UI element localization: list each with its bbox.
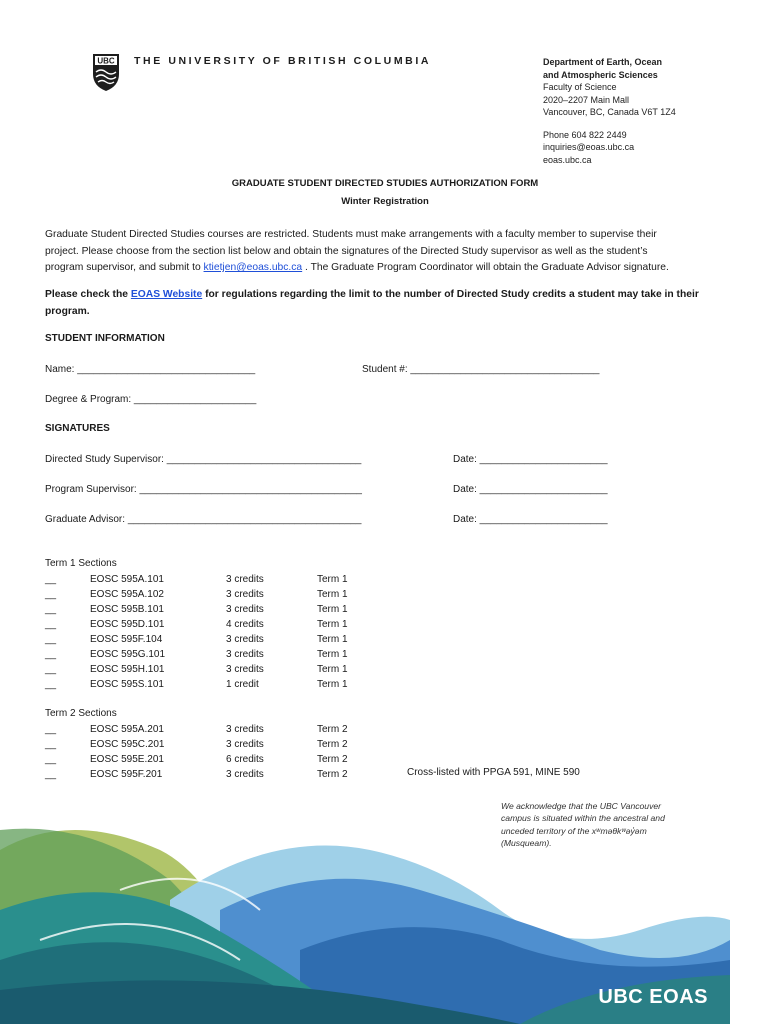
section-checkbox[interactable]: __ — [45, 754, 57, 765]
section-row[interactable] — [45, 722, 445, 737]
course-credits: 1 credit — [226, 679, 259, 690]
course-credits: 3 credits — [226, 739, 264, 750]
degree-program-field[interactable]: Degree & Program: ______________________ — [45, 394, 257, 405]
term1-section-list — [45, 572, 445, 697]
course-term: Term 1 — [317, 619, 348, 630]
course-credits: 3 credits — [226, 769, 264, 780]
section-checkbox[interactable]: __ — [45, 769, 57, 780]
faculty: Faculty of Science — [543, 82, 617, 92]
directed-study-supervisor-date[interactable]: Date: _______________________ — [453, 454, 608, 465]
course-code: EOSC 595C.201 — [90, 739, 165, 750]
dept-website[interactable]: eoas.ubc.ca — [543, 154, 592, 165]
section-checkbox[interactable]: __ — [45, 619, 57, 630]
section-row[interactable] — [45, 632, 445, 647]
course-credits: 3 credits — [226, 724, 264, 735]
program-supervisor-date[interactable]: Date: _______________________ — [453, 484, 608, 495]
section-row[interactable] — [45, 647, 445, 662]
course-term: Term 1 — [317, 679, 348, 690]
address1: 2020–2207 Main Mall — [543, 94, 630, 105]
ubc-crest-logo — [91, 52, 121, 92]
ack-line3: unceded territory of the xʷməθkʷəy̓əm — [501, 825, 647, 836]
crosslist-note: Cross-listed with PPGA 591, MINE 590 — [407, 767, 580, 778]
course-code: EOSC 595A.102 — [90, 589, 164, 600]
course-term: Term 2 — [317, 739, 348, 750]
section-row[interactable] — [45, 602, 445, 617]
section-row[interactable] — [45, 752, 445, 767]
graduate-advisor-date[interactable]: Date: _______________________ — [453, 514, 608, 525]
intro-line2: project. Please choose from the section list below and obtain the signatures of the Directed Study supervisor as well as the student’s — [45, 245, 648, 257]
section-row[interactable] — [45, 767, 445, 782]
course-code: EOSC 595F.104 — [90, 634, 163, 645]
course-credits: 6 credits — [226, 754, 264, 765]
section-row[interactable] — [45, 662, 445, 677]
term2-heading: Term 2 Sections — [45, 708, 117, 719]
submit-email-link[interactable]: ktietjen@eoas.ubc.ca — [203, 262, 303, 273]
course-term: Term 1 — [317, 604, 348, 615]
course-code: EOSC 595B.101 — [90, 604, 164, 615]
signatures-heading: SIGNATURES — [45, 423, 110, 434]
section-row[interactable] — [45, 677, 445, 692]
form-title: GRADUATE STUDENT DIRECTED STUDIES AUTHORIZATION FORM — [231, 178, 539, 189]
note-text-b: for regulations regarding the limit to the number of Directed Study credits a student may take in their — [205, 289, 699, 300]
section-row[interactable] — [45, 737, 445, 752]
dept-line2: and Atmospheric Sciences — [543, 69, 658, 80]
intro-line3-text: program supervisor, and submit to — [45, 262, 201, 273]
name-field[interactable]: Name: ________________________________ — [45, 364, 256, 375]
course-credits: 3 credits — [226, 589, 264, 600]
section-row[interactable] — [45, 587, 445, 602]
intro-line3-tail: . The Graduate Program Coordinator will obtain the Graduate Advisor signature. — [305, 262, 669, 273]
address2: Vancouver, BC, Canada V6T 1Z4 — [543, 107, 676, 117]
section-checkbox[interactable]: __ — [45, 664, 57, 675]
course-term: Term 1 — [317, 589, 348, 600]
ubc-eoas-brand: UBC EOAS — [598, 986, 708, 1008]
phone: Phone 604 822 2449 — [543, 129, 627, 140]
form-subtitle: Winter Registration — [341, 196, 429, 207]
course-credits: 3 credits — [226, 634, 264, 645]
course-term: Term 1 — [317, 649, 348, 660]
intro-line3 — [45, 260, 725, 277]
dept-line1: Department of Earth, Ocean — [543, 57, 663, 67]
graduate-advisor-signature[interactable]: Graduate Advisor: __________________________________________ — [45, 514, 362, 525]
section-checkbox[interactable]: __ — [45, 634, 57, 645]
course-term: Term 1 — [317, 574, 348, 585]
course-code: EOSC 595F.201 — [90, 769, 163, 780]
section-checkbox[interactable]: __ — [45, 604, 57, 615]
department-address-block — [543, 56, 676, 166]
note-text-c: program. — [45, 305, 90, 317]
course-term: Term 1 — [317, 664, 348, 675]
ack-line2: campus is situated within the ancestral and — [501, 813, 665, 824]
course-code: EOSC 595A.101 — [90, 574, 164, 585]
section-checkbox[interactable]: __ — [45, 589, 57, 600]
section-row[interactable] — [45, 572, 445, 587]
term2-section-list — [45, 722, 445, 784]
student-number-field[interactable]: Student #: __________________________________ — [362, 364, 600, 375]
course-code: EOSC 595D.101 — [90, 619, 165, 630]
course-code: EOSC 595S.101 — [90, 679, 164, 690]
student-info-heading: STUDENT INFORMATION — [45, 333, 165, 344]
course-credits: 3 credits — [226, 604, 264, 615]
course-credits: 4 credits — [226, 619, 264, 630]
ack-line1: We acknowledge that the UBC Vancouver — [501, 801, 662, 811]
section-checkbox[interactable]: __ — [45, 574, 57, 585]
intro-paragraph — [45, 227, 725, 277]
course-credits: 3 credits — [226, 574, 264, 585]
ack-line4: (Musqueam). — [501, 838, 552, 849]
course-term: Term 1 — [317, 634, 348, 645]
note-text-a: Please check the — [45, 289, 128, 300]
course-code: EOSC 595E.201 — [90, 754, 164, 765]
term1-heading: Term 1 Sections — [45, 558, 117, 569]
regulations-note — [45, 287, 725, 320]
intro-line1: Graduate Student Directed Studies courses are restricted. Students must make arrangements with a faculty member to supervise their — [45, 229, 657, 240]
course-term: Term 2 — [317, 724, 348, 735]
course-code: EOSC 595G.101 — [90, 649, 166, 660]
land-acknowledgement — [501, 800, 665, 850]
course-term: Term 2 — [317, 769, 348, 780]
program-supervisor-signature[interactable]: Program Supervisor: ________________________________________ — [45, 484, 362, 495]
course-term: Term 2 — [317, 754, 348, 765]
section-checkbox[interactable]: __ — [45, 649, 57, 660]
course-credits: 3 credits — [226, 649, 264, 660]
eoas-website-link[interactable]: EOAS Website — [130, 289, 203, 300]
logo-text: UBC — [97, 56, 115, 66]
directed-study-supervisor-signature[interactable]: Directed Study Supervisor: ___________________________________ — [45, 454, 362, 465]
section-checkbox[interactable]: __ — [45, 679, 57, 690]
section-row[interactable] — [45, 617, 445, 632]
section-checkbox[interactable]: __ — [45, 739, 57, 750]
section-checkbox[interactable]: __ — [45, 724, 57, 735]
dept-email[interactable]: inquiries@eoas.ubc.ca — [543, 142, 635, 152]
course-code: EOSC 595A.201 — [90, 724, 164, 735]
course-credits: 3 credits — [226, 664, 264, 675]
course-code: EOSC 595H.101 — [90, 664, 165, 675]
university-name: THE UNIVERSITY OF BRITISH COLUMBIA — [134, 55, 432, 67]
